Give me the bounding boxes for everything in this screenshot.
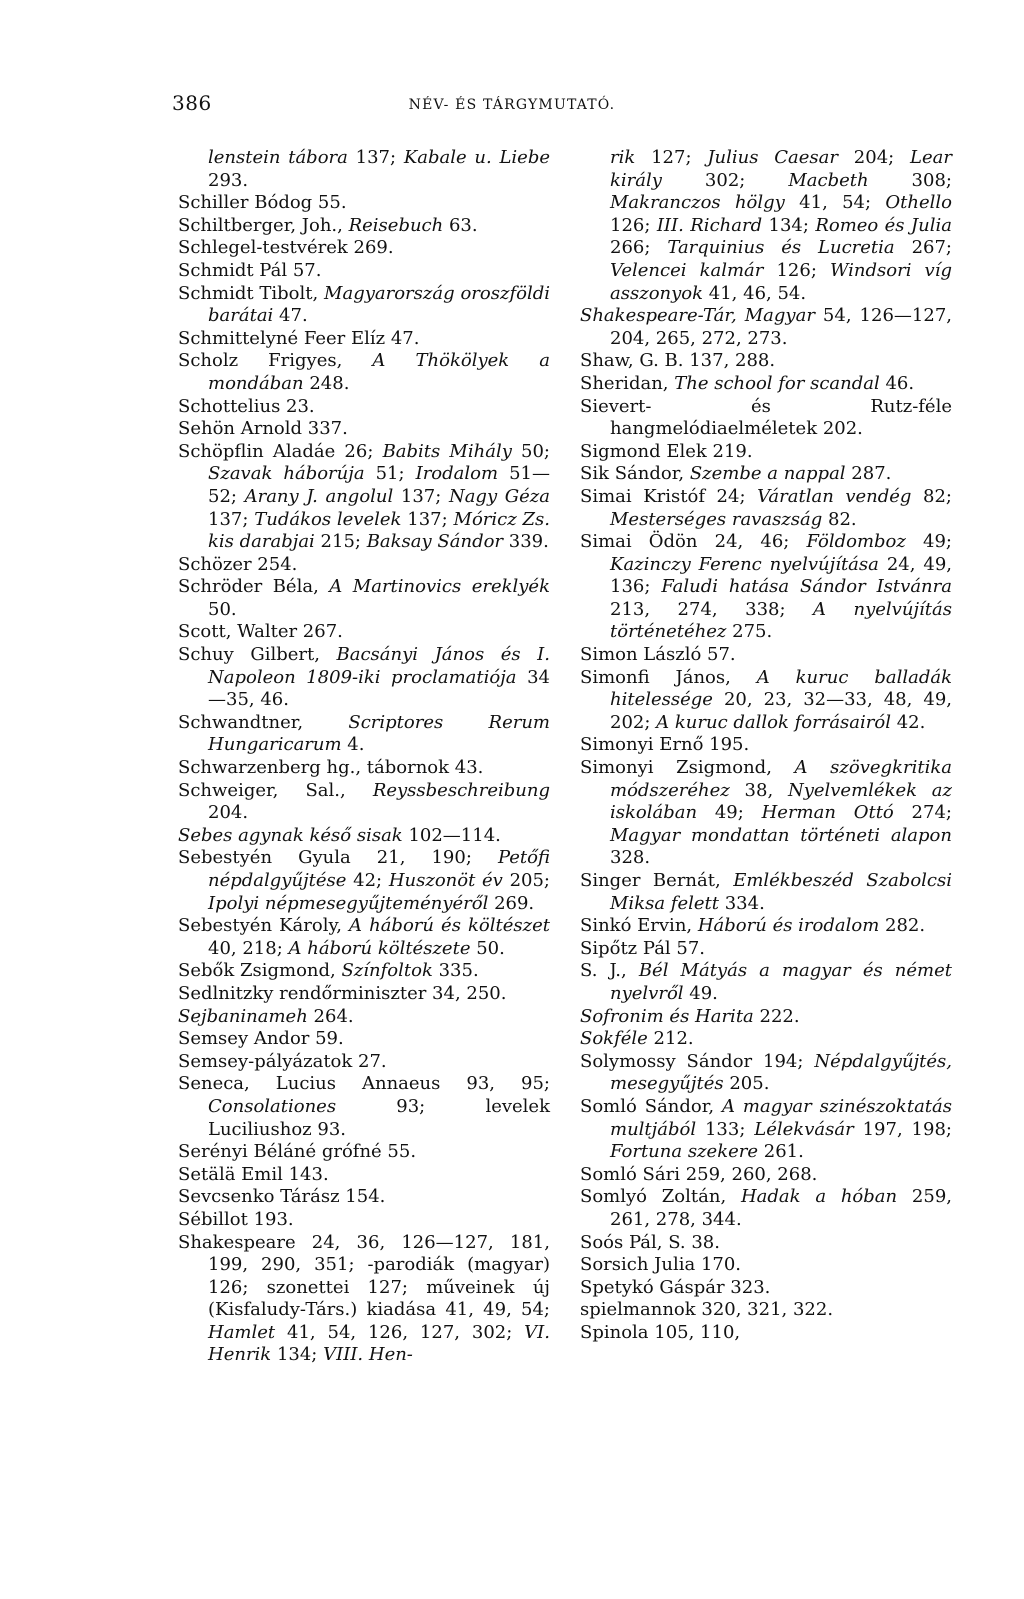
entry-text: 308; [868, 169, 952, 191]
index-entry [178, 1209, 550, 1232]
index-entry [178, 621, 550, 644]
entry-text: 20, 23, 32—33, 48, 49, 202; [610, 689, 952, 733]
entry-text: 205. [723, 1073, 770, 1095]
running-head: NÉV- ÉS TÁRGYMUTATÓ. [408, 97, 616, 113]
entry-text: 133; [696, 1118, 755, 1140]
entry-title-italic: Sejbaninameh [178, 1005, 308, 1027]
entry-text: Semsey-pályázatok 27. [178, 1050, 387, 1072]
entry-text: 49. [683, 982, 718, 1004]
entry-text: 41, 46, 54. [703, 282, 807, 304]
index-entry [580, 441, 952, 464]
index-entry [178, 1028, 550, 1051]
entry-title-italic: Shakespeare-Tár, Magyar [580, 305, 815, 327]
entry-text: Somlyó Zoltán, [580, 1186, 741, 1208]
index-entry [178, 1232, 550, 1368]
entry-title-italic: rik [610, 147, 636, 168]
index-entry [178, 1186, 550, 1209]
entry-title-italic: Romeo és Julia [815, 214, 952, 236]
entry-text: Sebestyén Károly, [178, 915, 350, 937]
index-entry [178, 960, 550, 983]
entry-title-italic: Fortuna szekere [610, 1141, 759, 1163]
index-entry [580, 373, 952, 396]
entry-title-italic: Földomboz [806, 531, 906, 553]
entry-text: 82. [822, 508, 857, 530]
entry-text: 269. [488, 892, 535, 914]
index-entry [580, 1277, 952, 1300]
index-entry [580, 350, 952, 373]
entry-text: 134; [762, 214, 816, 236]
entry-title-italic: Faludi hatása Sándor Istvánra [661, 576, 952, 598]
index-entry [178, 847, 550, 915]
entry-title-italic: Julius Caesar [707, 147, 838, 168]
entry-title-italic: Emlékbeszéd Szabolcsi Miksa felett [610, 870, 952, 914]
entry-text: 197, 198; [853, 1118, 952, 1140]
entry-text: 41, 54, 126, 127, 302; [275, 1321, 525, 1343]
entry-title-italic: A Martinovics ereklyék [329, 576, 550, 598]
entry-text: Somló Sári 259, 260, 268. [580, 1163, 818, 1185]
entry-text: 334. [718, 892, 765, 914]
entry-text: Schweiger, Sal., [178, 779, 373, 801]
entry-text: 137; [393, 485, 449, 507]
index-entry [580, 915, 952, 938]
entry-text: Sevcsenko Tárász 154. [178, 1186, 386, 1208]
entry-text: 274; [893, 802, 952, 824]
entry-text: 24, 49, 136; [610, 553, 952, 598]
entry-title-italic: III. Richard [656, 214, 763, 236]
entry-text: Schöpflin Aladáe 26; [178, 440, 383, 462]
index-entry [580, 757, 952, 870]
entry-title-italic: Népdalgyűjtés, mesegyűjtés [610, 1050, 952, 1095]
entry-text: Schiller Bódog 55. [178, 192, 347, 214]
entry-title-italic: Makranczos hölgy [610, 192, 785, 214]
entry-text: Sipőtz Pál 57. [580, 937, 706, 959]
entry-title-italic: Szavak háborúja [208, 463, 365, 485]
index-entry [178, 780, 550, 825]
entry-text: 93; levelek Luciliushoz 93. [208, 1095, 550, 1140]
entry-text: Schmidt Tibolt, [178, 282, 325, 304]
entry-text: 212. [647, 1028, 694, 1050]
index-entry [178, 396, 550, 419]
index-entry [178, 983, 550, 1006]
entry-title-italic: Sofronim és Harita [580, 1005, 754, 1027]
entry-title-italic: A nyelvújítás történetéhez [610, 598, 952, 643]
entry-text: 40, 218; [208, 937, 289, 959]
entry-title-italic: Nagy Géza [448, 485, 550, 507]
entry-text: Soós Pál, S. 38. [580, 1231, 720, 1253]
entry-title-italic: Petőfi népdalgyűjtése [208, 847, 550, 891]
entry-title-italic: Tarquinius és Lucretia [667, 237, 895, 259]
index-entry [580, 1186, 952, 1231]
entry-text: Singer Bernát, [580, 870, 734, 891]
entry-text: 213, 274, 338; [610, 598, 814, 620]
entry-title-italic: A kuruc balladák hitelessége [610, 666, 952, 711]
entry-text: 41, 54; [784, 192, 886, 214]
entry-text: 102—114. [402, 824, 501, 846]
entry-title-italic: lenstein tábora [208, 147, 348, 168]
entry-text: Schiltberger, Joh., [178, 214, 349, 236]
entry-title-italic: Arany J. angolul [244, 485, 394, 507]
index-entry [580, 486, 952, 531]
entry-text: 137; [401, 508, 454, 530]
entry-text: 127; [635, 147, 708, 168]
entry-title-italic: Móricz Zs. kis darabjai [208, 508, 550, 553]
entry-text: Simonfi János, [580, 666, 757, 688]
entry-text: 137; [208, 508, 255, 530]
entry-text: 4. [341, 734, 365, 756]
index-entry [178, 328, 550, 351]
index-entry [580, 1254, 952, 1277]
page-number: 386 [172, 91, 212, 115]
entry-text: 50. [470, 937, 505, 959]
index-entry [178, 215, 550, 238]
entry-text: 248. [303, 372, 350, 394]
entry-text: Simon László 57. [580, 644, 736, 666]
entry-title-italic: Velencei kalmár [610, 259, 764, 281]
index-entry-continued [178, 147, 550, 192]
index-entry [178, 757, 550, 780]
index-entry [580, 1299, 952, 1322]
entry-text: Schröder Béla, [178, 576, 330, 598]
entry-title-italic: Szembe a nappal [689, 463, 846, 485]
entry-title-italic: Lélekvásár [754, 1118, 854, 1140]
entry-text: 293. [208, 169, 249, 191]
entry-title-italic: Huszonöt év [388, 870, 503, 891]
index-entry [178, 260, 550, 283]
entry-text: Scholz Frigyes, [178, 350, 373, 372]
entry-text: 259, 261, 278, 344. [610, 1186, 952, 1230]
entry-text: Solymossy Sándor 194; [580, 1050, 815, 1072]
entry-text: Simonyi Zsigmond, [580, 757, 795, 779]
entry-text: Schözer 254. [178, 553, 298, 575]
entry-title-italic: Hadak a hóban [740, 1186, 898, 1208]
entry-text: 63. [443, 214, 478, 236]
index-entry [178, 1006, 550, 1029]
index-entry [580, 396, 952, 441]
entry-title-italic: Lear király [610, 147, 952, 191]
entry-title-italic: Színfoltok [341, 960, 433, 982]
entry-title-italic: Babits Mihály [382, 440, 512, 462]
index-entry [178, 1073, 550, 1141]
index-entry [580, 1096, 952, 1164]
entry-text: Schlegel-testvérek 269. [178, 237, 394, 259]
entry-title-italic: Scriptores Rerum Hungaricarum [208, 711, 550, 756]
entry-title-italic: Sebes agynak késő sisak [178, 824, 403, 846]
entry-text: Schottelius 23. [178, 395, 315, 417]
entry-text: Setälä Emil 143. [178, 1163, 329, 1185]
entry-text: Shaw, G. B. 137, 288. [580, 350, 776, 372]
entry-title-italic: A háború és költészet [349, 915, 550, 937]
entry-text: Schwarzenberg hg., tábornok 43. [178, 757, 484, 779]
index-entry [178, 350, 550, 395]
entry-text: 328. [610, 847, 651, 869]
entry-text: Simai Ödön 24, 46; [580, 531, 807, 553]
entry-text: 50; [511, 440, 550, 462]
entry-text: 38, [729, 779, 788, 801]
index-column-right [580, 147, 952, 1344]
entry-text: 50. [208, 598, 237, 620]
entry-text: Schmittelyné Feer Elíz 47. [178, 327, 420, 349]
entry-title-italic: Hamlet [208, 1321, 276, 1343]
entry-text: 215; [314, 531, 367, 553]
entry-title-italic: Magyarország oroszföldi barátai [208, 282, 550, 327]
entry-title-italic: A Thökölyek a mondában [208, 350, 550, 394]
index-entry [178, 1164, 550, 1187]
entry-text: 275. [726, 621, 773, 643]
entry-text: 126; [763, 259, 830, 281]
entry-title-italic: Macbeth [788, 169, 869, 191]
entry-text: 287. [845, 463, 892, 485]
entry-text: Spetykó Gáspár 323. [580, 1276, 771, 1298]
entry-text: 126; [610, 214, 657, 236]
entry-title-italic: Háború és irodalom [697, 915, 880, 937]
entry-title-italic: Kazinczy Ferenc nyelvújítása [610, 553, 879, 575]
entry-title-italic: Bél Mátyás a magyar és német nyelvről [610, 960, 952, 1004]
entry-text: Simai Kristóf 24; [580, 485, 758, 507]
index-entry [580, 938, 952, 961]
entry-title-italic: Reyssbeschreibung [372, 779, 550, 801]
index-entry [580, 1322, 952, 1345]
index-entry [580, 1028, 952, 1051]
entry-title-italic: Bacsányi János és I. Napoleon 1809-iki proclamatiója [208, 644, 551, 688]
index-entry [580, 463, 952, 486]
entry-title-italic: Kabale u. Liebe [403, 147, 550, 168]
entry-text: Sorsich Julia 170. [580, 1254, 742, 1276]
entry-text: Sik Sándor, [580, 463, 690, 485]
entry-text: Sheridan, [580, 372, 675, 394]
entry-text: 222. [753, 1005, 800, 1027]
index-entry [178, 283, 550, 328]
index-entry [178, 915, 550, 960]
index-entry [580, 644, 952, 667]
entry-text: Sinkó Ervin, [580, 915, 698, 937]
index-entry-continued [580, 147, 952, 305]
entry-text: Somló Sándor, [580, 1095, 723, 1117]
entry-text: Scott, Walter 267. [178, 621, 343, 643]
index-entry [178, 554, 550, 577]
entry-title-italic: The school for scandal [674, 372, 880, 394]
entry-title-italic: Baksay Sándor [366, 531, 504, 553]
index-entry [178, 237, 550, 260]
entry-text: Sievert- és Rutz-féle hangmelódiaelméletek 202. [580, 395, 952, 440]
entry-title-italic: Mesterséges ravaszság [610, 508, 823, 530]
entry-text: 34—35, 46. [208, 666, 550, 711]
index-entry [178, 576, 550, 621]
entry-text: 137; [347, 147, 404, 168]
entry-title-italic: VIII. Hen- [323, 1344, 413, 1366]
entry-text: Serényi Béláné grófné 55. [178, 1141, 417, 1163]
index-entry [178, 825, 550, 848]
index-entry [580, 531, 952, 644]
entry-title-italic: A szövegkritika módszeréhez [610, 757, 952, 801]
entry-text: 204. [208, 802, 249, 824]
entry-text: Sigmond Elek 219. [580, 440, 753, 462]
entry-text: 51; [364, 463, 416, 485]
entry-text: 47. [273, 305, 308, 327]
entry-text: Schwandtner, [178, 711, 349, 733]
entry-text: spielmannok 320, 321, 322. [580, 1299, 834, 1321]
entry-text: 264. [307, 1005, 354, 1027]
entry-text: Seneca, Lucius Annaeus 93, 95; [178, 1073, 550, 1095]
entry-text: 51—52; [208, 463, 550, 507]
entry-text: Sébillot 193. [178, 1208, 294, 1230]
entry-text: 204; [838, 147, 911, 168]
entry-text: 46. [879, 372, 915, 394]
entry-text: 302; [661, 169, 789, 191]
entry-title-italic: Othello [885, 192, 952, 214]
entry-title-italic: Sokféle [580, 1028, 648, 1050]
entry-title-italic: Tudákos levelek [254, 508, 402, 530]
index-entry [580, 305, 952, 350]
entry-title-italic: A háború költészete [288, 937, 471, 959]
entry-text: Sebők Zsigmond, [178, 960, 342, 982]
entry-title-italic: Magyar mondattan történeti alapon [610, 824, 952, 846]
entry-text: 335. [432, 960, 479, 982]
entry-title-italic: A kuruc dallok forrásairól [656, 711, 891, 733]
index-entry [580, 960, 952, 1005]
entry-title-italic: Váratlan vendég [757, 485, 912, 507]
index-column-left [178, 147, 550, 1367]
index-entry [178, 418, 550, 441]
entry-text: 82; [911, 485, 952, 507]
entry-text: 49; [905, 531, 952, 553]
index-entry [580, 667, 952, 735]
index-entry [580, 870, 952, 915]
index-entry [178, 644, 550, 712]
index-entry [178, 441, 550, 554]
entry-title-italic: Nyelvemlékek az iskolában [610, 779, 952, 824]
entry-text: 42; [346, 870, 389, 891]
index-entry [178, 1051, 550, 1074]
entry-text: 205; [502, 870, 550, 891]
entry-title-italic: Consolationes [208, 1095, 337, 1117]
entry-title-italic: Windsori víg asszonyok [610, 259, 952, 304]
index-entry [580, 1051, 952, 1096]
entry-text: Schmidt Pál 57. [178, 259, 322, 281]
entry-text: Sedlnitzky rendőrminiszter 34, 250. [178, 982, 507, 1004]
entry-text: 261. [758, 1141, 804, 1163]
index-entry [178, 192, 550, 215]
entry-text: Shakespeare 24, 36, 126—127, 181, 199, 290, 351; -parodiák (magyar) 126; szonettei 127; műveinek új (Kisfaludy-Társ.) kiadása 41, 49, 54; [178, 1231, 550, 1321]
entry-text: 49; [697, 802, 762, 824]
index-entry [580, 734, 952, 757]
entry-text: 134; [271, 1344, 324, 1366]
index-entry [178, 712, 550, 757]
entry-text: Schuy Gilbert, [178, 644, 337, 666]
index-entry [580, 1006, 952, 1029]
entry-text: 282. [879, 915, 926, 937]
entry-title-italic: Irodalom [415, 463, 499, 485]
entry-text: Spinola 105, 110, [580, 1321, 741, 1343]
entry-text: Semsey Andor 59. [178, 1028, 344, 1050]
index-entry [580, 1164, 952, 1187]
entry-text: Simonyi Ernő 195. [580, 734, 750, 756]
entry-text: 42. [890, 711, 926, 733]
entry-text: 54, 126—127, 204, 265, 272, 273. [610, 305, 952, 349]
index-entry [178, 1141, 550, 1164]
entry-text: Sebestyén Gyula 21, 190; [178, 847, 498, 869]
entry-text: Sehön Arnold 337. [178, 418, 348, 440]
entry-text: 267; [894, 237, 952, 259]
entry-text: S. J., [580, 960, 639, 982]
entry-title-italic: Herman Ottó [761, 802, 894, 824]
entry-title-italic: A magyar szinészoktatás multjából [610, 1095, 953, 1140]
index-entry [580, 1232, 952, 1255]
entry-title-italic: Ipolyi népmesegyűjteményéről [208, 892, 489, 914]
entry-title-italic: Reisebuch [348, 214, 444, 236]
entry-text: 266; [610, 237, 668, 259]
entry-title-italic: VI. Henrik [208, 1321, 550, 1366]
entry-text: 339. [503, 531, 549, 553]
